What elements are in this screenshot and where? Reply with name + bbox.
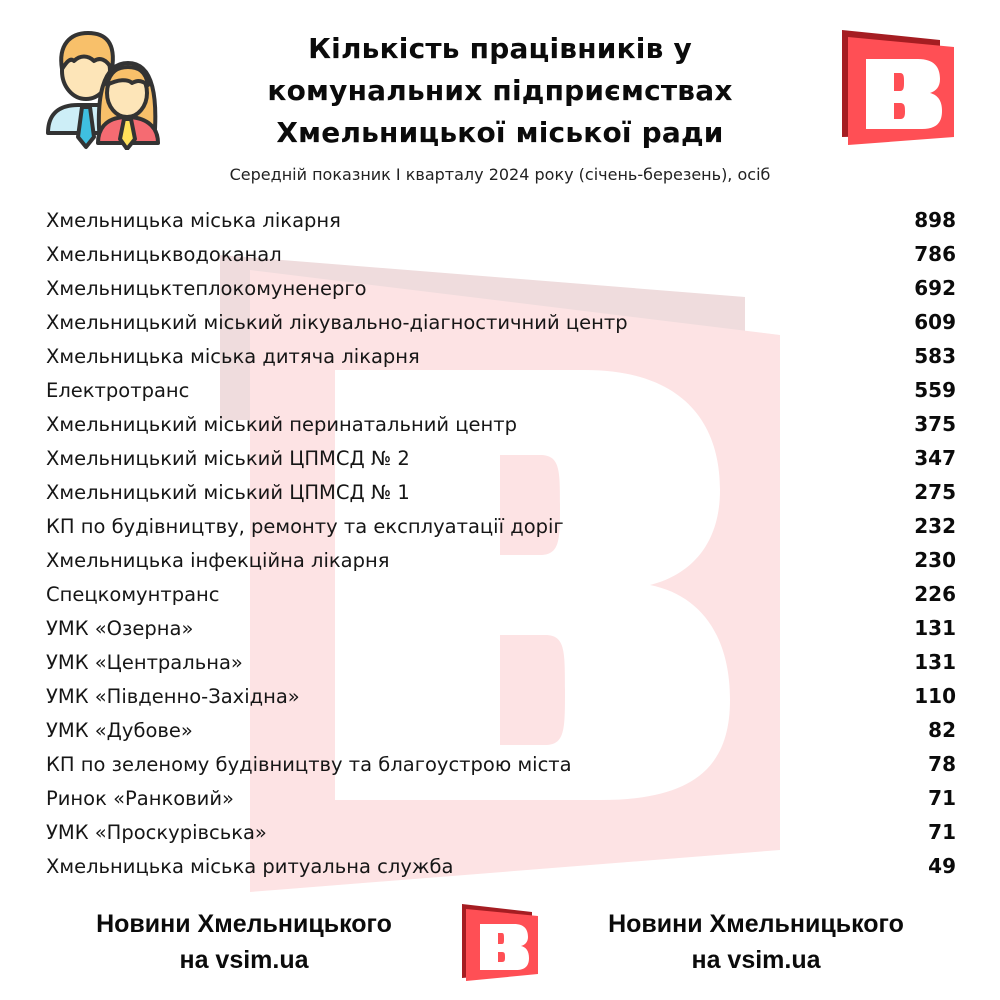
employee-count: 110 — [914, 684, 956, 708]
employee-count: 131 — [914, 616, 956, 640]
table-row — [46, 577, 956, 611]
title-line-2: комунальних підприємствах — [267, 74, 733, 107]
enterprise-name: Ринок «Ранковий» — [46, 786, 234, 810]
table-row — [46, 237, 956, 271]
enterprise-name: КП по будівництву, ремонту та експлуатації доріг — [46, 514, 564, 538]
vsim-footer-logo-icon — [460, 902, 540, 982]
enterprise-name: Хмельницький міський ЦПМСД № 2 — [46, 446, 410, 470]
people-icon — [40, 25, 165, 150]
footer-left-line-1: Новини Хмельницького — [96, 910, 392, 938]
employee-count: 71 — [928, 820, 956, 844]
employee-count: 609 — [914, 310, 956, 334]
footer-right-line-2: на vsim.ua — [691, 946, 821, 974]
employee-count: 71 — [928, 786, 956, 810]
enterprise-name: Хмельницьктеплокомуненерго — [46, 276, 367, 300]
enterprise-name: Спецкомунтранс — [46, 582, 220, 606]
table-row — [46, 679, 956, 713]
enterprise-name: Хмельницький міський лікувально-діагностичний центр — [46, 310, 628, 334]
enterprise-name: УМК «Центральна» — [46, 650, 243, 674]
footer-caption-right — [596, 906, 916, 978]
table-row — [46, 203, 956, 237]
enterprise-name: Хмельницькводоканал — [46, 242, 282, 266]
table-row — [46, 407, 956, 441]
table-row — [46, 441, 956, 475]
table-row — [46, 509, 956, 543]
footer-caption-left — [84, 906, 404, 978]
employee-count: 226 — [914, 582, 956, 606]
employee-count: 49 — [928, 854, 956, 878]
employee-count: 275 — [914, 480, 956, 504]
employee-count: 559 — [914, 378, 956, 402]
table-row — [46, 373, 956, 407]
title-line-3: Хмельницької міської ради — [276, 116, 724, 149]
employee-count: 347 — [914, 446, 956, 470]
title-line-1: Кількість працівників у — [308, 32, 692, 65]
enterprise-name: УМК «Озерна» — [46, 616, 194, 640]
table-row — [46, 747, 956, 781]
enterprise-name: Хмельницька інфекційна лікарня — [46, 548, 390, 572]
employee-count: 78 — [928, 752, 956, 776]
employee-count-table — [46, 203, 956, 883]
footer — [0, 900, 1000, 990]
enterprise-name: УМК «Проскурівська» — [46, 820, 267, 844]
table-row — [46, 305, 956, 339]
employee-count: 232 — [914, 514, 956, 538]
enterprise-name: Хмельницька міська лікарня — [46, 208, 341, 232]
employee-count: 583 — [914, 344, 956, 368]
table-row — [46, 645, 956, 679]
enterprise-name: Хмельницька міська дитяча лікарня — [46, 344, 420, 368]
enterprise-name: Хмельницька міська ритуальна служба — [46, 854, 454, 878]
employee-count: 786 — [914, 242, 956, 266]
enterprise-name: УМК «Південно-Західна» — [46, 684, 300, 708]
page-title — [180, 28, 820, 154]
employee-count: 131 — [914, 650, 956, 674]
enterprise-name: Хмельницький міський перинатальний центр — [46, 412, 518, 436]
enterprise-name: Електротранс — [46, 378, 190, 402]
table-row — [46, 713, 956, 747]
employee-count: 82 — [928, 718, 956, 742]
enterprise-name: КП по зеленому будівництву та благоустрою міста — [46, 752, 572, 776]
table-row — [46, 475, 956, 509]
employee-count: 375 — [914, 412, 956, 436]
employee-count: 898 — [914, 208, 956, 232]
employee-count: 692 — [914, 276, 956, 300]
enterprise-name: Хмельницький міський ЦПМСД № 1 — [46, 480, 410, 504]
vsim-logo-icon — [838, 25, 958, 150]
enterprise-name: УМК «Дубове» — [46, 718, 193, 742]
table-row — [46, 849, 956, 883]
footer-right-line-1: Новини Хмельницького — [608, 910, 904, 938]
table-row — [46, 339, 956, 373]
table-row — [46, 271, 956, 305]
table-row — [46, 815, 956, 849]
table-row — [46, 781, 956, 815]
subtitle: Середній показник I кварталу 2024 року (січень-березень), осіб — [229, 165, 771, 184]
table-row — [46, 543, 956, 577]
table-row — [46, 611, 956, 645]
footer-left-line-2: на vsim.ua — [179, 946, 309, 974]
employee-count: 230 — [914, 548, 956, 572]
